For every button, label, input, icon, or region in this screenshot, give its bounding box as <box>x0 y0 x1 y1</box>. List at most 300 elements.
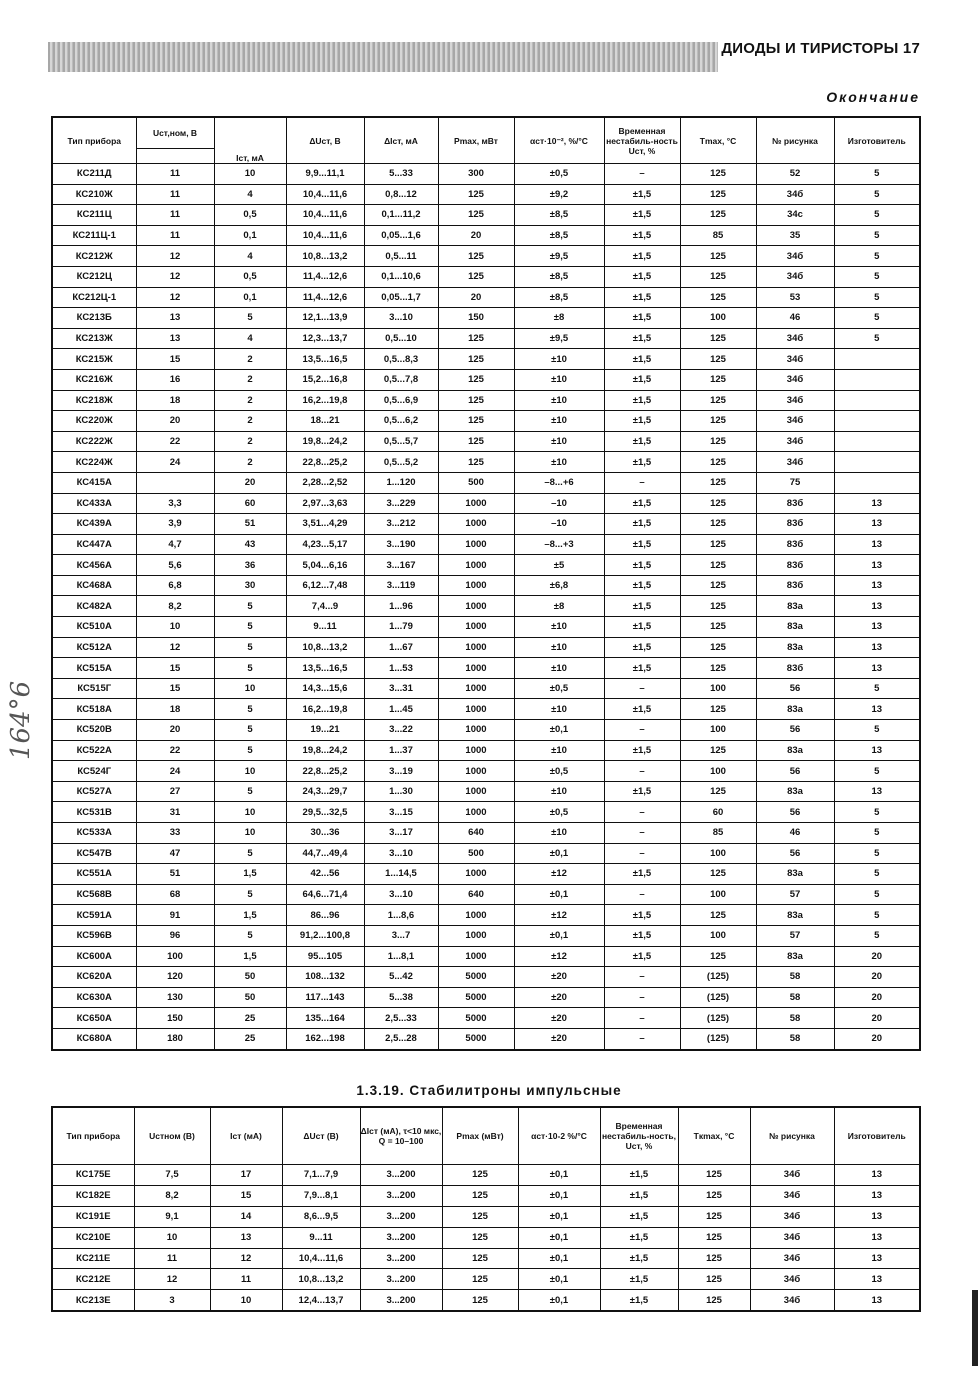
table-cell: 125 <box>680 946 756 967</box>
table-cell: 15 <box>136 658 214 679</box>
table-cell: 4 <box>214 246 286 267</box>
table-cell: ±1,5 <box>604 369 680 390</box>
table-cell: 20 <box>438 225 514 246</box>
table-cell: 125 <box>678 1269 750 1290</box>
table-row <box>52 534 920 555</box>
table-cell: 2,28...2,52 <box>286 472 364 493</box>
table-cell: 100 <box>680 843 756 864</box>
table-cell: 46 <box>756 823 834 844</box>
table-cell: 1000 <box>438 946 514 967</box>
device-type-cell: КС447А <box>52 534 136 555</box>
table-row <box>52 452 920 473</box>
table-cell: 1...30 <box>364 781 438 802</box>
device-type-cell: КС527А <box>52 781 136 802</box>
table-cell: 3...200 <box>360 1227 442 1248</box>
table-cell: 125 <box>678 1227 750 1248</box>
table-cell: 11 <box>210 1269 282 1290</box>
table-cell: 34с <box>756 205 834 226</box>
table-cell: 95...105 <box>286 946 364 967</box>
table-cell: 3...200 <box>360 1290 442 1311</box>
table-cell: 13 <box>834 493 920 514</box>
device-type-cell: КС218Ж <box>52 390 136 411</box>
table-cell: 83а <box>756 596 834 617</box>
table-cell: 125 <box>678 1248 750 1269</box>
table-cell <box>136 472 214 493</box>
table-cell: 125 <box>680 596 756 617</box>
table-cell: 0,05...1,6 <box>364 225 438 246</box>
table-cell: 16 <box>136 369 214 390</box>
table-cell: 16,2...19,8 <box>286 390 364 411</box>
table-cell: 85 <box>680 823 756 844</box>
table-row <box>52 905 920 926</box>
table-cell: 9...11 <box>282 1227 360 1248</box>
table-cell: 10,8...13,2 <box>286 246 364 267</box>
table-cell: 125 <box>438 328 514 349</box>
table-cell: 44,7...49,4 <box>286 843 364 864</box>
table-cell: 13 <box>136 328 214 349</box>
table-cell: ±1,5 <box>604 617 680 638</box>
table-cell: ±1,5 <box>604 411 680 432</box>
table-cell: (125) <box>680 987 756 1008</box>
table-cell: ±1,5 <box>604 514 680 535</box>
table-cell: – <box>604 967 680 988</box>
table-cell: 56 <box>756 761 834 782</box>
table-cell: 180 <box>136 1028 214 1049</box>
table-cell: 125 <box>438 452 514 473</box>
table-cell: 5...33 <box>364 164 438 185</box>
table-cell: 13 <box>834 514 920 535</box>
table-cell: 125 <box>442 1248 518 1269</box>
table-row <box>52 740 920 761</box>
col-header-u-nom-spacer <box>136 149 214 164</box>
table-cell: ±1,5 <box>604 575 680 596</box>
table-cell: 5 <box>834 287 920 308</box>
table-cell: 7,5 <box>134 1165 210 1186</box>
table-cell: 5000 <box>438 1028 514 1049</box>
table-cell: 58 <box>756 1028 834 1049</box>
table-cell: 5 <box>834 266 920 287</box>
table-row <box>52 1028 920 1049</box>
table-cell: 5...38 <box>364 987 438 1008</box>
table-cell: ±0,1 <box>518 1185 600 1206</box>
device-type-cell: КС620А <box>52 967 136 988</box>
header-scan-band <box>48 42 718 72</box>
table-cell: 8,2 <box>134 1185 210 1206</box>
table-cell: – <box>604 843 680 864</box>
zener-diode-table-body <box>52 164 920 1050</box>
table-cell: 5 <box>834 761 920 782</box>
table-cell: 10,4...11,6 <box>286 225 364 246</box>
table-cell: 11 <box>136 164 214 185</box>
table-cell: 125 <box>442 1227 518 1248</box>
table-cell: 125 <box>438 431 514 452</box>
table-cell: 52 <box>756 164 834 185</box>
table-cell: 75 <box>756 472 834 493</box>
table-cell: –10 <box>514 514 604 535</box>
table-cell: – <box>604 823 680 844</box>
table-cell: 34б <box>756 246 834 267</box>
table-cell: 20 <box>834 946 920 967</box>
table-cell: ±10 <box>514 658 604 679</box>
table-cell: 125 <box>438 349 514 370</box>
device-type-cell: КС524Г <box>52 761 136 782</box>
table-cell: ±8 <box>514 596 604 617</box>
table-cell: 0,5 <box>214 266 286 287</box>
table-cell: ±1,5 <box>604 349 680 370</box>
table-cell: 5 <box>214 699 286 720</box>
table-cell <box>834 472 920 493</box>
col-header-i-st: Iст, мА <box>214 117 286 164</box>
table-cell: 60 <box>680 802 756 823</box>
device-type-cell: КС547В <box>52 843 136 864</box>
table-cell: – <box>604 802 680 823</box>
device-type-cell: КС213Е <box>52 1290 134 1311</box>
table-cell: 10 <box>214 678 286 699</box>
table-cell: 125 <box>680 637 756 658</box>
table-cell: –10 <box>514 493 604 514</box>
table-cell: ±10 <box>514 369 604 390</box>
table-cell: 34б <box>750 1227 834 1248</box>
table-cell: 3...200 <box>360 1269 442 1290</box>
table-cell: 0,5...5,7 <box>364 431 438 452</box>
table-cell: 1000 <box>438 514 514 535</box>
zener-diode-table <box>51 116 921 1051</box>
col2-header-delta-i: ΔIст (мА), τ<10 мкс, Q = 10–100 <box>360 1107 442 1165</box>
table-cell: 3 <box>134 1290 210 1311</box>
table-cell: 5 <box>834 864 920 885</box>
table-cell: 14,3...15,6 <box>286 678 364 699</box>
table-cell: ±20 <box>514 987 604 1008</box>
table-cell: 5 <box>834 246 920 267</box>
table-row <box>52 184 920 205</box>
table-row <box>52 617 920 638</box>
table-row <box>52 1248 920 1269</box>
table-cell: 1000 <box>438 534 514 555</box>
table-cell: ±10 <box>514 781 604 802</box>
table-cell: 34б <box>756 328 834 349</box>
device-type-cell: КС210Е <box>52 1227 134 1248</box>
table-row <box>52 390 920 411</box>
table-cell: 125 <box>680 740 756 761</box>
table-cell: 5 <box>214 925 286 946</box>
table-cell <box>834 452 920 473</box>
table-cell: ±1,5 <box>604 555 680 576</box>
table-cell: 58 <box>756 967 834 988</box>
table-cell: 5 <box>834 225 920 246</box>
table-cell: 2 <box>214 369 286 390</box>
table-cell: 20 <box>438 287 514 308</box>
table-cell: 5 <box>214 617 286 638</box>
table-cell: 34б <box>750 1248 834 1269</box>
table-cell: 50 <box>214 987 286 1008</box>
table-cell: 1000 <box>438 905 514 926</box>
table-cell: 15,2...16,8 <box>286 369 364 390</box>
table-cell: 100 <box>680 720 756 741</box>
table-cell: 125 <box>680 328 756 349</box>
table-cell: 2 <box>214 390 286 411</box>
table-cell: 120 <box>136 967 214 988</box>
table-cell: 125 <box>680 452 756 473</box>
table-row <box>52 431 920 452</box>
table-cell: 13 <box>834 1269 920 1290</box>
table-cell: 83а <box>756 637 834 658</box>
table-cell: ±10 <box>514 452 604 473</box>
table-row <box>52 287 920 308</box>
table-cell: 1000 <box>438 678 514 699</box>
table-cell: 91,2...100,8 <box>286 925 364 946</box>
table-cell: 100 <box>680 761 756 782</box>
device-type-cell: КС211Е <box>52 1248 134 1269</box>
table-row <box>52 884 920 905</box>
col-header-drift: Временная нестабиль-ность Uст, % <box>604 117 680 164</box>
table-cell: 125 <box>680 534 756 555</box>
table-cell: 22 <box>136 740 214 761</box>
table-row <box>52 164 920 185</box>
table-cell: ±1,5 <box>604 658 680 679</box>
col-header-pmax: Pmax, мВт <box>438 117 514 164</box>
device-type-cell: КС212Ж <box>52 246 136 267</box>
table-cell <box>834 390 920 411</box>
table-row <box>52 658 920 679</box>
table-row <box>52 1008 920 1029</box>
table-cell: ±1,5 <box>604 905 680 926</box>
table-cell: 3...10 <box>364 308 438 329</box>
table-cell: ±1,5 <box>604 246 680 267</box>
col-header-alpha: αст·10⁻², %/°C <box>514 117 604 164</box>
table-cell: 162...198 <box>286 1028 364 1049</box>
table-row <box>52 967 920 988</box>
device-type-cell: КС175Е <box>52 1165 134 1186</box>
table-row <box>52 514 920 535</box>
table-cell: ±5 <box>514 555 604 576</box>
table-row <box>52 946 920 967</box>
table-cell: 0,1...10,6 <box>364 266 438 287</box>
device-type-cell: КС515Г <box>52 678 136 699</box>
device-type-cell: КС211Д <box>52 164 136 185</box>
table-cell: 5 <box>834 802 920 823</box>
table-cell: 1...79 <box>364 617 438 638</box>
table-cell: 5 <box>214 843 286 864</box>
table-cell: 1...8,6 <box>364 905 438 926</box>
table-cell: 2 <box>214 411 286 432</box>
table-cell: 4 <box>214 184 286 205</box>
table-cell: 25 <box>214 1028 286 1049</box>
table-cell: 0,5...7,8 <box>364 369 438 390</box>
device-type-cell: КС415А <box>52 472 136 493</box>
device-type-cell: КС210Ж <box>52 184 136 205</box>
table-cell: 34б <box>756 390 834 411</box>
table-cell: 3...10 <box>364 884 438 905</box>
table-cell: 125 <box>678 1185 750 1206</box>
table-cell: 18...21 <box>286 411 364 432</box>
table-cell: 13 <box>834 1227 920 1248</box>
table-cell: ±12 <box>514 864 604 885</box>
col-header-u-nom: Uст,ном, В <box>136 117 214 149</box>
table-cell: 12 <box>136 637 214 658</box>
table-cell: 10,4...11,6 <box>286 184 364 205</box>
table-cell: 0,5...6,2 <box>364 411 438 432</box>
table-cell: ±1,5 <box>600 1185 678 1206</box>
table-cell: ±1,5 <box>600 1206 678 1227</box>
device-type-cell: КС222Ж <box>52 431 136 452</box>
table-cell: 5 <box>834 843 920 864</box>
table-cell: 9,1 <box>134 1206 210 1227</box>
table-cell: 125 <box>680 617 756 638</box>
table-cell: 9,9...11,1 <box>286 164 364 185</box>
table-cell: – <box>604 164 680 185</box>
table-cell: 5 <box>834 164 920 185</box>
device-type-cell: КС211Ц-1 <box>52 225 136 246</box>
table-cell: 1000 <box>438 761 514 782</box>
table-cell: 125 <box>680 349 756 370</box>
table-cell: 56 <box>756 720 834 741</box>
table-cell: 83б <box>756 534 834 555</box>
table-cell: 125 <box>680 555 756 576</box>
table-cell: 83а <box>756 905 834 926</box>
table-row <box>52 864 920 885</box>
table-cell: 1000 <box>438 925 514 946</box>
table-cell: 14 <box>210 1206 282 1227</box>
device-type-cell: КС213Б <box>52 308 136 329</box>
device-type-cell: КС482А <box>52 596 136 617</box>
table-cell: 125 <box>678 1290 750 1311</box>
col-header-type: Тип прибора <box>52 117 136 164</box>
table-cell: 1...53 <box>364 658 438 679</box>
table-cell: ±1,5 <box>604 946 680 967</box>
table-cell: 20 <box>136 720 214 741</box>
table-cell: ±8,5 <box>514 266 604 287</box>
table-cell: 13 <box>834 658 920 679</box>
table-cell: 1...37 <box>364 740 438 761</box>
table-cell: – <box>604 678 680 699</box>
col2-header-type: Тип прибора <box>52 1107 134 1165</box>
table-row <box>52 205 920 226</box>
table-cell: 125 <box>438 266 514 287</box>
table-cell: 3...200 <box>360 1206 442 1227</box>
table-cell: 0,5...8,3 <box>364 349 438 370</box>
table-cell: 5000 <box>438 967 514 988</box>
table-cell: ±8,5 <box>514 287 604 308</box>
device-type-cell: КС551А <box>52 864 136 885</box>
table-cell: –8...+3 <box>514 534 604 555</box>
table-cell: 91 <box>136 905 214 926</box>
table-cell: ±10 <box>514 699 604 720</box>
table-cell: ±1,5 <box>604 740 680 761</box>
table-cell: 640 <box>438 823 514 844</box>
table-cell: 13 <box>834 699 920 720</box>
col2-header-drift: Временная нестабиль-ность, Uст, % <box>600 1107 678 1165</box>
table-cell: 11 <box>136 205 214 226</box>
table-cell: ±0,1 <box>518 1290 600 1311</box>
table-row <box>52 1269 920 1290</box>
device-type-cell: КС220Ж <box>52 411 136 432</box>
table-cell: 125 <box>680 390 756 411</box>
table-cell: ±0,5 <box>514 802 604 823</box>
table-cell: 22,8...25,2 <box>286 452 364 473</box>
table-cell: 20 <box>136 411 214 432</box>
table-cell: 17 <box>210 1165 282 1186</box>
table-cell: ±10 <box>514 431 604 452</box>
table-cell: 100 <box>680 884 756 905</box>
device-type-cell: КС215Ж <box>52 349 136 370</box>
table-cell: 1,5 <box>214 864 286 885</box>
device-type-cell: КС510А <box>52 617 136 638</box>
col2-header-pmax: Pmax (мВт) <box>442 1107 518 1165</box>
device-type-cell: КС224Ж <box>52 452 136 473</box>
table-cell: 12,4...13,7 <box>282 1290 360 1311</box>
table-cell: 58 <box>756 987 834 1008</box>
device-type-cell: КС600А <box>52 946 136 967</box>
table-cell: ±0,1 <box>518 1206 600 1227</box>
table-cell: 34б <box>756 184 834 205</box>
table-cell: 3...15 <box>364 802 438 823</box>
table-cell: 85 <box>680 225 756 246</box>
table-cell: 3...19 <box>364 761 438 782</box>
table-cell: 5...42 <box>364 967 438 988</box>
table-cell: 96 <box>136 925 214 946</box>
table-cell: 27 <box>136 781 214 802</box>
table-cell: 125 <box>442 1185 518 1206</box>
table-cell: 3,9 <box>136 514 214 535</box>
device-type-cell: КС515А <box>52 658 136 679</box>
table-cell: 34б <box>756 369 834 390</box>
col-header-delta-i: ΔIст, мА <box>364 117 438 164</box>
table-cell: 20 <box>834 987 920 1008</box>
table-cell: 34б <box>750 1165 834 1186</box>
table-cell: 34б <box>756 411 834 432</box>
table-cell: ±1,5 <box>604 205 680 226</box>
table-cell: ±8 <box>514 308 604 329</box>
table-cell: ±10 <box>514 617 604 638</box>
table-cell: 6,8 <box>136 575 214 596</box>
table-cell: ±12 <box>514 946 604 967</box>
table-cell: 83б <box>756 555 834 576</box>
table-cell: ±12 <box>514 905 604 926</box>
table-cell: 10 <box>134 1227 210 1248</box>
table-cell: 58 <box>756 1008 834 1029</box>
table-cell: 20 <box>834 1028 920 1049</box>
device-type-cell: КС212Ц <box>52 266 136 287</box>
table-row <box>52 328 920 349</box>
table-cell: 125 <box>442 1206 518 1227</box>
table-cell: 13 <box>834 1185 920 1206</box>
device-type-cell: КС216Ж <box>52 369 136 390</box>
table-row <box>52 472 920 493</box>
table-cell: 12 <box>136 246 214 267</box>
table-cell: 125 <box>680 287 756 308</box>
table-cell: 125 <box>442 1165 518 1186</box>
table-cell: ±9,5 <box>514 246 604 267</box>
table-cell: 10 <box>136 617 214 638</box>
table-cell: – <box>604 1008 680 1029</box>
table-row <box>52 637 920 658</box>
table-cell: 125 <box>438 390 514 411</box>
table-cell: 22,8...25,2 <box>286 761 364 782</box>
table-cell: 5 <box>834 328 920 349</box>
device-type-cell: КС568В <box>52 884 136 905</box>
table-cell: 11,4...12,6 <box>286 287 364 308</box>
table-cell: 13,5...16,5 <box>286 349 364 370</box>
table-cell: 125 <box>680 431 756 452</box>
table-cell: 15 <box>136 678 214 699</box>
table-cell: 1000 <box>438 555 514 576</box>
table-cell: – <box>604 720 680 741</box>
table-cell: 1...67 <box>364 637 438 658</box>
table-cell: 11 <box>136 225 214 246</box>
table-cell: ±10 <box>514 637 604 658</box>
table-cell: 3...17 <box>364 823 438 844</box>
table-cell: ±1,5 <box>600 1290 678 1311</box>
